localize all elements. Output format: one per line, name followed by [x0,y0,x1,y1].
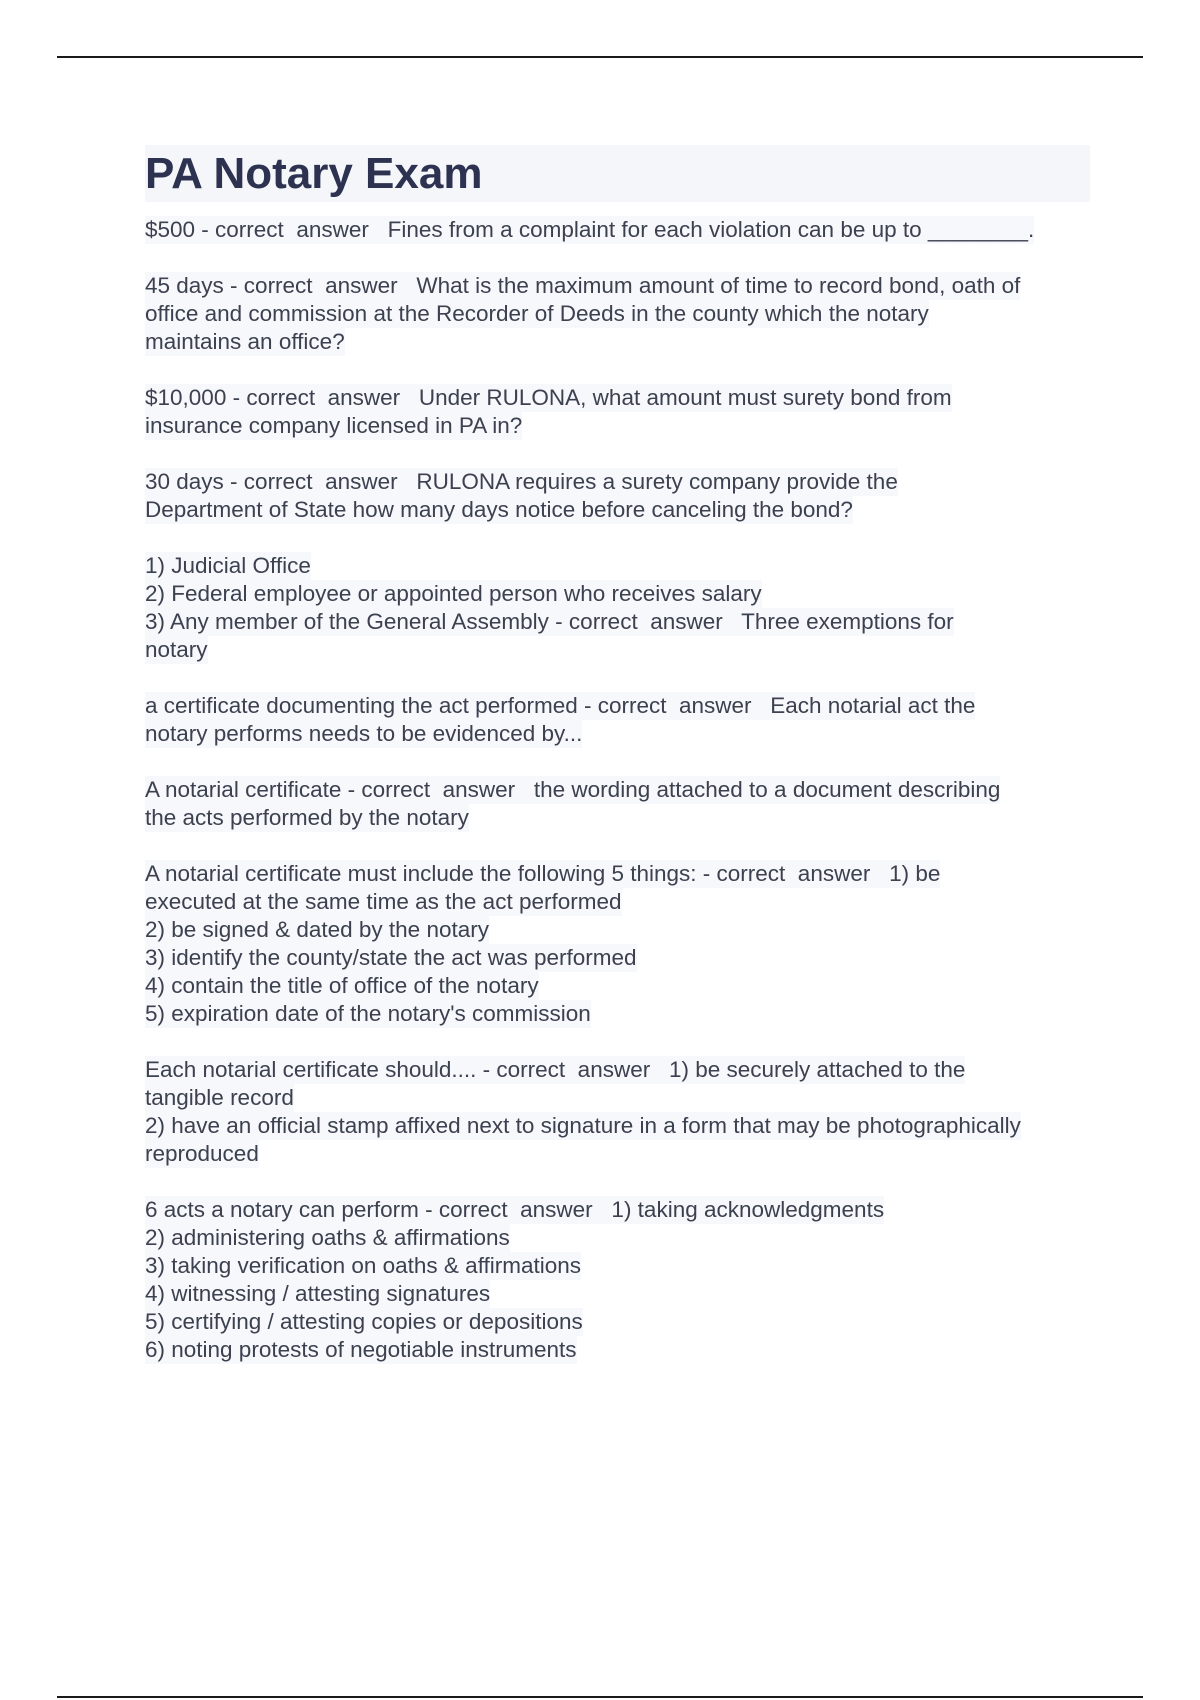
flashcard-entry [145,860,1090,1028]
flashcard-line: 2) Federal employee or appointed person who receives salary [145,581,762,606]
flashcard-line: 5) expiration date of the notary's commission [145,1001,591,1026]
flashcard-line: 2) have an official stamp affixed next to signature in a form that may be photographically [145,1113,1021,1138]
flashcard-line: 30 days - correct answer RULONA requires a surety company provide the [145,469,898,494]
flashcard-line: 1) Judicial Office [145,553,311,578]
flashcard-list [145,216,1090,1364]
flashcard-line: $10,000 - correct answer Under RULONA, what amount must surety bond from [145,385,952,410]
header-rule [57,56,1143,58]
document-body [145,145,1090,1392]
flashcard-line: notary [145,637,208,662]
flashcard-line: 3) Any member of the General Assembly - correct answer Three exemptions for [145,609,954,634]
flashcard-entry [145,384,1090,440]
flashcard-line: office and commission at the Recorder of Deeds in the county which the notary [145,301,929,326]
flashcard-line: 2) be signed & dated by the notary [145,917,489,942]
flashcard-line: maintains an office? [145,329,345,354]
flashcard-line: insurance company licensed in PA in? [145,413,523,438]
flashcard-line: 4) witnessing / attesting signatures [145,1281,491,1306]
flashcard-line: 6 acts a notary can perform - correct answer 1) taking acknowledgments [145,1197,885,1222]
flashcard-line: executed at the same time as the act performed [145,889,622,914]
title-band [145,145,1090,202]
flashcard-line: 3) identify the county/state the act was performed [145,945,637,970]
flashcard-line: 5) certifying / attesting copies or depositions [145,1309,583,1334]
flashcard-entry [145,552,1090,664]
document-title: PA Notary Exam [145,148,483,198]
flashcard-line: Department of State how many days notice before canceling the bond? [145,497,853,522]
flashcard-line: tangible record [145,1085,294,1110]
flashcard-entry [145,1196,1090,1364]
flashcard-line: 3) taking verification on oaths & affirmations [145,1253,582,1278]
flashcard-line: the acts performed by the notary [145,805,469,830]
flashcard-entry [145,776,1090,832]
flashcard-entry [145,692,1090,748]
flashcard-line: Each notarial certificate should.... - correct answer 1) be securely attached to the [145,1057,966,1082]
flashcard-line: 4) contain the title of office of the notary [145,973,539,998]
flashcard-line: reproduced [145,1141,259,1166]
flashcard-entry [145,216,1090,244]
flashcard-line: a certificate documenting the act performed - correct answer Each notarial act the [145,693,976,718]
flashcard-line: A notarial certificate must include the following 5 things: - correct answer 1) be [145,861,941,886]
flashcard-line: 2) administering oaths & affirmations [145,1225,510,1250]
footer-rule [57,1696,1143,1698]
flashcard-line: A notarial certificate - correct answer the wording attached to a document describing [145,777,1001,802]
flashcard-line: $500 - correct answer Fines from a complaint for each violation can be up to ________. [145,217,1035,242]
flashcard-line: 6) noting protests of negotiable instruments [145,1337,577,1362]
flashcard-entry [145,272,1090,356]
flashcard-line: 45 days - correct answer What is the maximum amount of time to record bond, oath of [145,273,1021,298]
flashcard-line: notary performs needs to be evidenced by... [145,721,583,746]
flashcard-entry [145,468,1090,524]
flashcard-entry [145,1056,1090,1168]
